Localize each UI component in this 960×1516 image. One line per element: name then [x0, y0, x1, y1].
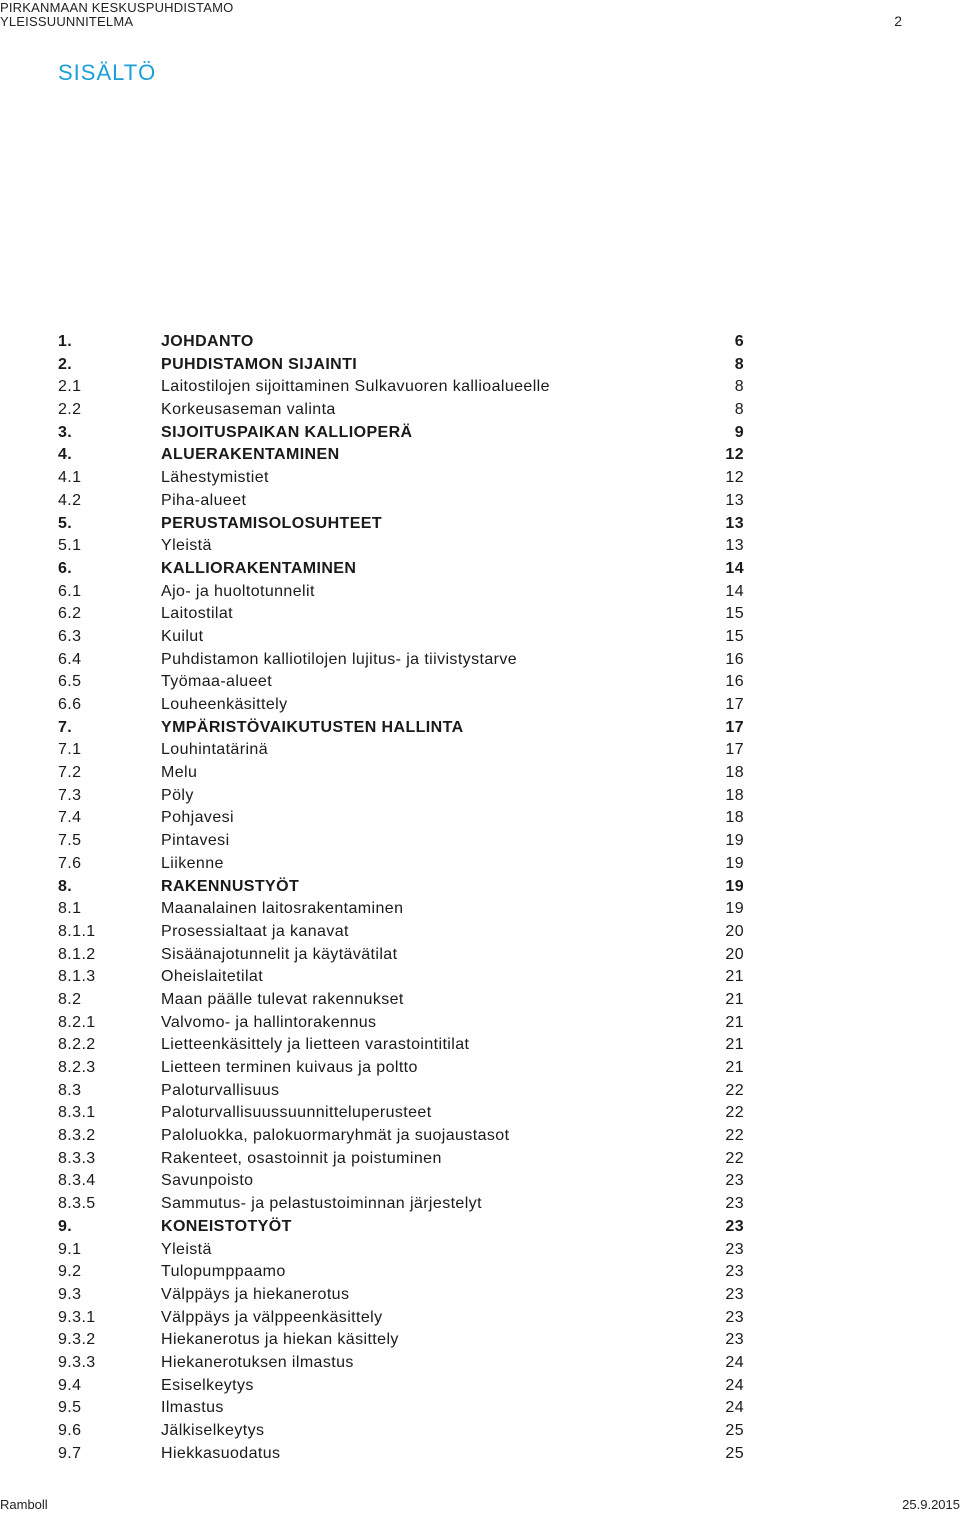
toc-entry-number: 6.2 [58, 605, 82, 623]
toc-entry-title: Välppäys ja välppeenkäsittely [161, 1308, 383, 1326]
toc-entry-title: Sammutus- ja pelastustoiminnan järjestelyt [161, 1195, 482, 1213]
toc-entry-number: 9.5 [58, 1399, 82, 1417]
toc-entry-page: 22 [725, 1081, 744, 1099]
toc-entry[interactable] [58, 422, 744, 445]
toc-entry-page: 14 [725, 582, 744, 600]
toc-entry[interactable] [58, 1125, 744, 1148]
toc-entry-page: 23 [725, 1195, 744, 1213]
toc-entry-page: 22 [725, 1104, 744, 1122]
toc-entry-number: 8.2.3 [58, 1059, 96, 1076]
toc-entry-number: 7.1 [58, 741, 82, 759]
toc-entry-page: 22 [725, 1149, 744, 1167]
toc-entry[interactable] [58, 1284, 744, 1307]
toc-entry[interactable] [58, 1261, 744, 1284]
toc-entry-page: 13 [725, 491, 744, 509]
toc-entry-page: 21 [725, 1036, 744, 1054]
toc-entry[interactable] [58, 694, 744, 717]
footer-date: 25.9.2015 [902, 1497, 960, 1512]
toc-entry[interactable] [58, 354, 744, 377]
toc-entry-page: 20 [725, 922, 744, 940]
toc-entry-page: 19 [725, 832, 744, 850]
toc-entry-title: Tulopumppaamo [161, 1263, 286, 1281]
toc-entry-page: 21 [725, 990, 744, 1008]
toc-entry-title: Jälkiselkeytys [161, 1422, 265, 1439]
toc-entry-number: 8.1.3 [58, 968, 96, 986]
toc-entry[interactable] [58, 966, 744, 989]
toc-entry-number: 8.3.3 [58, 1149, 96, 1167]
toc-entry-page: 23 [725, 1172, 744, 1190]
toc-entry-title: Esiselkeytys [161, 1376, 254, 1394]
toc-entry-number: 9.3 [58, 1285, 82, 1303]
toc-entry-number: 7. [58, 718, 73, 736]
toc-entry[interactable] [58, 739, 744, 762]
toc-entry-page: 12 [725, 469, 744, 487]
toc-entry-page: 13 [725, 537, 744, 555]
toc-entry-number: 9. [58, 1217, 73, 1235]
toc-entry-title: Hiekkasuodatus [161, 1444, 281, 1462]
header-project-name: PIRKANMAAN KESKUSPUHDISTAMO [0, 0, 234, 15]
toc-entry-number: 6.3 [58, 627, 82, 645]
toc-entry-number: 7.5 [58, 832, 82, 850]
toc-entry-title: JOHDANTO [161, 333, 254, 350]
toc-entry[interactable] [58, 785, 744, 808]
toc-entry-page: 24 [725, 1353, 744, 1371]
toc-entry[interactable] [58, 1307, 744, 1330]
toc-entry-page: 21 [725, 1059, 744, 1076]
toc-entry[interactable] [58, 671, 744, 694]
toc-entry-title: Lähestymistiet [161, 469, 269, 487]
toc-entry[interactable] [58, 467, 744, 490]
toc-entry-page: 14 [725, 559, 744, 577]
toc-entry-title: Puhdistamon kalliotilojen lujitus- ja tiivistystarve [161, 650, 518, 668]
toc-entry[interactable] [58, 1443, 744, 1466]
toc-entry-page: 6 [734, 333, 744, 350]
toc-entry[interactable] [58, 513, 744, 536]
toc-entry-number: 8.2 [58, 990, 82, 1008]
toc-entry-number: 8.1.1 [58, 922, 96, 940]
toc-entry-number: 6.1 [58, 582, 82, 600]
toc-entry[interactable] [58, 921, 744, 944]
toc-entry-title: Paloluokka, palokuormaryhmät ja suojaustasot [161, 1127, 510, 1145]
toc-entry[interactable] [58, 1102, 744, 1125]
toc-entry[interactable] [58, 1216, 744, 1239]
toc-entry[interactable] [58, 717, 744, 740]
toc-entry-number: 1. [58, 333, 73, 350]
toc-entry-page: 13 [725, 514, 744, 532]
toc-entry-title: Yleistä [161, 537, 212, 555]
toc-entry-title: Hiekanerotus ja hiekan käsittely [161, 1331, 399, 1349]
toc-entry[interactable] [58, 649, 744, 672]
toc-entry-number: 9.6 [58, 1422, 82, 1439]
toc-entry-title: KONEISTOTYÖT [161, 1217, 292, 1235]
toc-entry[interactable] [58, 558, 744, 581]
toc-entry-number: 5. [58, 514, 73, 532]
toc-entry-title: KALLIORAKENTAMINEN [161, 559, 357, 577]
toc-entry[interactable] [58, 444, 744, 467]
toc-entry[interactable] [58, 1148, 744, 1171]
toc-entry-page: 24 [725, 1376, 744, 1394]
toc-entry-page: 20 [725, 945, 744, 963]
toc-entry-number: 7.2 [58, 764, 82, 782]
toc-entry[interactable] [58, 331, 744, 354]
toc-entry-page: 21 [725, 968, 744, 986]
page-number: 2 [894, 13, 902, 29]
toc-entry-number: 7.4 [58, 809, 82, 827]
toc-entry-title: Valvomo- ja hallintorakennus [161, 1013, 377, 1031]
toc-entry-number: 7.6 [58, 854, 82, 872]
footer-company: Ramboll [0, 1497, 48, 1512]
toc-entry-number: 8.3 [58, 1081, 82, 1099]
toc-entry-number: 8.1.2 [58, 945, 96, 963]
toc-entry[interactable] [58, 1034, 744, 1057]
toc-entry-number: 3. [58, 423, 73, 441]
toc-entry-title: Savunpoisto [161, 1172, 254, 1190]
toc-entry-page: 12 [725, 446, 744, 464]
toc-entry[interactable] [58, 989, 744, 1012]
toc-entry-number: 4. [58, 446, 73, 464]
toc-entry-page: 18 [725, 786, 744, 804]
toc-entry[interactable] [58, 399, 744, 422]
toc-entry-number: 2.1 [58, 378, 82, 396]
toc-entry-page: 8 [734, 378, 744, 396]
toc-entry-title: Laitostilat [161, 605, 233, 623]
toc-entry[interactable] [58, 1080, 744, 1103]
toc-entry-page: 15 [725, 627, 744, 645]
toc-entry-title: Ilmastus [161, 1399, 224, 1417]
toc-entry-title: Pöly [161, 786, 194, 804]
toc-entry-page: 23 [725, 1217, 744, 1235]
toc-entry[interactable] [58, 762, 744, 785]
toc-entry-page: 19 [725, 854, 744, 872]
toc-entry-title: Melu [161, 764, 198, 782]
toc-entry[interactable] [58, 1375, 744, 1398]
toc-entry-number: 6.5 [58, 673, 82, 691]
toc-entry-title: Prosessialtaat ja kanavat [161, 922, 349, 940]
toc-entry-number: 8.2.1 [58, 1013, 96, 1031]
toc-entry-page: 25 [725, 1444, 744, 1462]
toc-entry[interactable] [58, 1420, 744, 1443]
toc-entry-title: Rakenteet, osastoinnit ja poistuminen [161, 1149, 442, 1167]
toc-entry[interactable] [58, 376, 744, 399]
toc-entry-number: 9.3.3 [58, 1353, 96, 1371]
toc-entry-page: 8 [734, 355, 744, 373]
toc-entry[interactable] [58, 581, 744, 604]
toc-entry-title: Työmaa-alueet [161, 673, 273, 691]
toc-entry-number: 9.7 [58, 1444, 82, 1462]
toc-entry-page: 23 [725, 1308, 744, 1326]
table-of-contents [58, 331, 744, 1465]
toc-entry-title: PERUSTAMISOLOSUHTEET [161, 514, 383, 532]
toc-entry-number: 8.1 [58, 900, 82, 918]
toc-entry[interactable] [58, 898, 744, 921]
toc-entry-page: 19 [725, 877, 744, 895]
toc-entry-number: 8.3.4 [58, 1172, 96, 1190]
toc-entry-title: SIJOITUSPAIKAN KALLIOPERÄ [161, 423, 413, 441]
toc-entry[interactable] [58, 830, 744, 853]
toc-entry-title: Louheenkäsittely [161, 696, 288, 713]
toc-entry-number: 8. [58, 877, 73, 895]
toc-entry-page: 15 [725, 605, 744, 623]
toc-entry-number: 7.3 [58, 786, 82, 804]
toc-entry-number: 9.2 [58, 1263, 82, 1281]
toc-entry-title: Piha-alueet [161, 491, 247, 509]
toc-entry[interactable] [58, 490, 744, 513]
toc-entry-page: 17 [725, 741, 744, 759]
toc-entry[interactable] [58, 535, 744, 558]
toc-entry-title: YMPÄRISTÖVAIKUTUSTEN HALLINTA [161, 718, 464, 736]
toc-entry-title: Oheislaitetilat [161, 968, 264, 986]
toc-entry-page: 21 [725, 1013, 744, 1031]
toc-entry-number: 6.4 [58, 650, 82, 668]
toc-entry-page: 8 [734, 401, 744, 419]
toc-entry-page: 23 [725, 1331, 744, 1349]
toc-entry[interactable] [58, 944, 744, 967]
toc-entry-page: 24 [725, 1399, 744, 1417]
toc-entry-number: 9.4 [58, 1376, 82, 1394]
toc-entry-title: Louhintatärinä [161, 741, 269, 759]
toc-entry-page: 19 [725, 900, 744, 918]
toc-entry-title: ALUERAKENTAMINEN [161, 446, 340, 464]
toc-entry[interactable] [58, 603, 744, 626]
toc-entry-title: Ajo- ja huoltotunnelit [161, 582, 315, 600]
toc-entry[interactable] [58, 1170, 744, 1193]
toc-entry-number: 2. [58, 355, 73, 373]
toc-entry-title: RAKENNUSTYÖT [161, 877, 300, 895]
toc-entry-page: 9 [734, 423, 744, 441]
toc-entry-title: Hiekanerotuksen ilmastus [161, 1353, 354, 1371]
toc-entry[interactable] [58, 1057, 744, 1080]
toc-entry-number: 4.1 [58, 469, 82, 487]
toc-entry-page: 22 [725, 1127, 744, 1145]
toc-entry-page: 17 [725, 718, 744, 736]
page-title: SISÄLTÖ [58, 60, 157, 85]
toc-entry[interactable] [58, 1397, 744, 1420]
toc-entry-title: Korkeusaseman valinta [161, 401, 336, 419]
toc-entry-number: 5.1 [58, 537, 82, 555]
toc-entry-title: Kuilut [161, 627, 204, 645]
toc-entry[interactable] [58, 807, 744, 830]
toc-entry-page: 16 [725, 673, 744, 691]
toc-entry-number: 9.1 [58, 1240, 82, 1258]
toc-entry[interactable] [58, 1239, 744, 1262]
toc-entry-number: 6. [58, 559, 73, 577]
toc-entry-title: Maan päälle tulevat rakennukset [161, 990, 404, 1008]
toc-entry-page: 18 [725, 809, 744, 827]
toc-entry[interactable] [58, 876, 744, 899]
toc-entry-number: 6.6 [58, 696, 82, 713]
toc-entry-number: 8.3.5 [58, 1195, 96, 1213]
toc-entry-number: 8.3.2 [58, 1127, 96, 1145]
toc-entry-page: 23 [725, 1263, 744, 1281]
toc-entry-title: Laitostilojen sijoittaminen Sulkavuoren kallioalueelle [161, 378, 550, 396]
toc-entry-title: Lietteenkäsittely ja lietteen varastointitilat [161, 1036, 470, 1054]
toc-entry-page: 23 [725, 1240, 744, 1258]
toc-entry[interactable] [58, 626, 744, 649]
toc-entry-title: Paloturvallisuus [161, 1081, 280, 1099]
toc-entry[interactable] [58, 1012, 744, 1035]
toc-entry-title: Paloturvallisuussuunnitteluperusteet [161, 1104, 432, 1122]
toc-entry-title: PUHDISTAMON SIJAINTI [161, 355, 358, 373]
toc-entry-page: 16 [725, 650, 744, 668]
toc-entry-title: Maanalainen laitosrakentaminen [161, 900, 404, 918]
toc-entry-number: 8.2.2 [58, 1036, 96, 1054]
toc-entry-title: Liikenne [161, 854, 224, 872]
toc-entry-number: 9.3.2 [58, 1331, 96, 1349]
toc-entry-number: 2.2 [58, 401, 82, 419]
toc-entry-number: 8.3.1 [58, 1104, 96, 1122]
toc-entry-page: 25 [725, 1422, 744, 1439]
toc-entry-title: Pohjavesi [161, 809, 234, 827]
toc-entry[interactable] [58, 1329, 744, 1352]
toc-entry-number: 9.3.1 [58, 1308, 96, 1326]
toc-entry-title: Yleistä [161, 1240, 212, 1258]
toc-entry[interactable] [58, 1193, 744, 1216]
toc-entry-page: 23 [725, 1285, 744, 1303]
toc-entry-title: Välppäys ja hiekanerotus [161, 1285, 350, 1303]
toc-entry-title: Lietteen terminen kuivaus ja poltto [161, 1059, 418, 1076]
toc-entry-title: Pintavesi [161, 832, 230, 850]
toc-entry-title: Sisäänajotunnelit ja käytävätilat [161, 945, 398, 963]
toc-entry[interactable] [58, 1352, 744, 1375]
toc-entry-number: 4.2 [58, 491, 82, 509]
toc-entry-page: 18 [725, 764, 744, 782]
toc-entry-page: 17 [725, 696, 744, 713]
header-document-type: YLEISSUUNNITELMA [0, 14, 134, 29]
toc-entry[interactable] [58, 853, 744, 876]
